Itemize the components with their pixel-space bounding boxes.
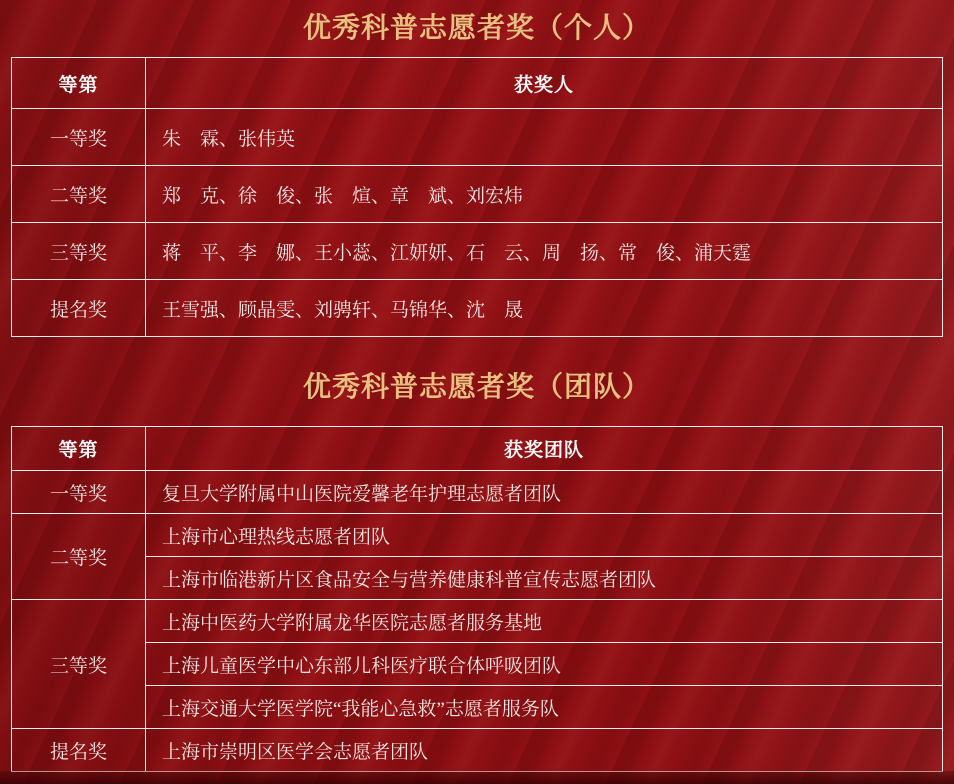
- table-header-row: [12, 58, 943, 109]
- rank-cell: 三等奖: [12, 223, 146, 280]
- team-awards-table: [11, 426, 943, 772]
- bottom-shadow-strip: [0, 771, 954, 784]
- team-cell: 上海中医药大学附属龙华医院志愿者服务基地: [146, 600, 943, 643]
- winners-cell: 蒋 平、李 娜、王小蕊、江妍妍、石 云、周 扬、常 俊、浦天霆: [146, 223, 943, 280]
- team-awards-title: 优秀科普志愿者奖（团队）: [302, 372, 651, 403]
- rank-cell: 二等奖: [12, 166, 146, 223]
- table-row: [12, 514, 943, 557]
- winners-cell: 王雪强、顾晶雯、刘骋轩、马锦华、沈 晟: [146, 280, 943, 337]
- team-cell: 上海市崇明区医学会志愿者团队: [146, 729, 943, 772]
- table-row: [12, 686, 943, 729]
- team-cell: 上海儿童医学中心东部儿科医疗联合体呼吸团队: [146, 643, 943, 686]
- table-row: [12, 557, 943, 600]
- rank-cell: 三等奖: [12, 600, 146, 729]
- team-cell: 上海市心理热线志愿者团队: [146, 514, 943, 557]
- table-row: [12, 223, 943, 280]
- rank-cell: 二等奖: [12, 514, 146, 600]
- rank-column-header: 等第: [12, 58, 146, 109]
- table-header-row: [12, 427, 943, 471]
- winner-column-header: 获奖人: [146, 58, 943, 109]
- rank-cell: 一等奖: [12, 471, 146, 514]
- team-cell: 复旦大学附属中山医院爱馨老年护理志愿者团队: [146, 471, 943, 514]
- table-row: [12, 166, 943, 223]
- table-row: [12, 280, 943, 337]
- table-row: [12, 471, 943, 514]
- rank-cell: 提名奖: [12, 280, 146, 337]
- table-row: [12, 600, 943, 643]
- winners-cell: 郑 克、徐 俊、张 煊、章 斌、刘宏炜: [146, 166, 943, 223]
- winners-cell: 朱 霖、张伟英: [146, 109, 943, 166]
- team-cell: 上海市临港新片区食品安全与营养健康科普宣传志愿者团队: [146, 557, 943, 600]
- individual-awards-title: 优秀科普志愿者奖（个人）: [302, 13, 651, 44]
- table-row: [12, 643, 943, 686]
- individual-awards-table: [11, 57, 943, 337]
- rank-column-header: 等第: [12, 427, 146, 471]
- table-row: [12, 729, 943, 772]
- team-column-header: 获奖团队: [146, 427, 943, 471]
- rank-cell: 提名奖: [12, 729, 146, 772]
- team-cell: 上海交通大学医学院“我能心急救”志愿者服务队: [146, 686, 943, 729]
- rank-cell: 一等奖: [12, 109, 146, 166]
- table-row: [12, 109, 943, 166]
